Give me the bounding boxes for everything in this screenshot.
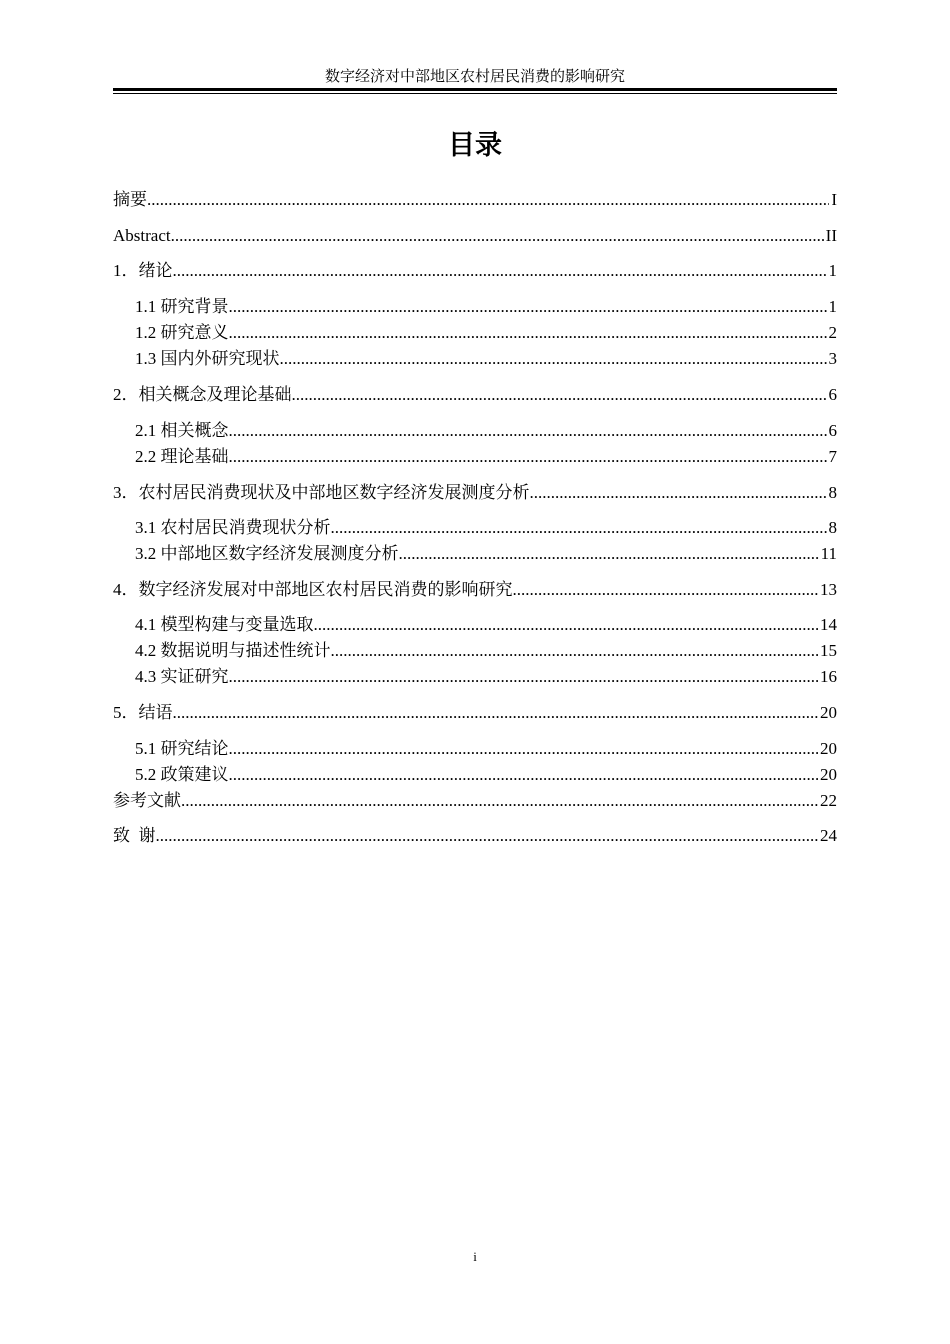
toc-dot-leader [229,737,819,761]
toc-dot-leader [156,824,819,848]
page-number: i [473,1249,477,1264]
toc-entry[interactable] [113,789,837,813]
toc-dot-leader [171,224,824,248]
toc-entry-label: 3.2 中部地区数字经济发展测度分析 [135,544,399,563]
toc-dot-leader [314,613,819,637]
toc-entry-page: I [831,190,837,209]
toc-entry-page: 20 [820,703,837,722]
toc-entry-page: 11 [820,544,837,563]
toc-dot-leader [181,789,818,813]
toc-entry-label: 1．绪论 [113,261,173,280]
toc-entry-label: 4．数字经济发展对中部地区农村居民消费的影响研究 [113,580,513,599]
toc-entry-page: 3 [828,349,837,368]
toc-subentry[interactable] [135,542,837,566]
toc-subentry[interactable] [135,419,837,443]
toc-entry[interactable] [113,188,837,212]
toc-entry-page: 1 [828,297,837,316]
toc-entry-label: 3.1 农村居民消费现状分析 [135,518,331,537]
toc-entry-page: 14 [820,615,837,634]
toc-entry-page: 6 [828,385,837,404]
toc-entry[interactable] [113,824,837,848]
toc-entry-label: 2．相关概念及理论基础 [113,385,292,404]
toc-subentry[interactable] [135,737,837,761]
running-header: 数字经济对中部地区农村居民消费的影响研究 [324,69,625,85]
header-rule-thin [113,93,837,94]
toc-entry[interactable] [113,383,837,407]
toc-entry-label: 4.3 实证研究 [135,667,229,686]
toc-entry[interactable] [113,701,837,725]
toc-subentry[interactable] [135,665,837,689]
toc-entry-label: 致 谢 [113,826,156,845]
toc-entry-page: 8 [828,483,837,502]
toc-subentry[interactable] [135,295,837,319]
toc-subentry[interactable] [135,516,837,540]
toc-entry-page: 6 [828,421,837,440]
toc-entry-label: 2.1 相关概念 [135,421,229,440]
toc-entry[interactable] [113,578,837,602]
toc-entry-page: 1 [828,261,837,280]
toc-subentry[interactable] [135,613,837,637]
toc-entry-label: 摘要 [113,190,147,209]
toc-dot-leader [173,701,819,725]
toc-subentry[interactable] [135,321,837,345]
toc-dot-leader [147,188,829,212]
toc-entry-label: 3．农村居民消费现状及中部地区数字经济发展测度分析 [113,483,530,502]
toc-dot-leader [331,639,819,663]
toc-entry-label: 4.2 数据说明与描述性统计 [135,641,331,660]
header-rule-thick [113,88,837,91]
toc-entry-label: 1.2 研究意义 [135,323,229,342]
page-title: 目录 [448,130,502,161]
toc-entry-label: 参考文献 [113,791,181,810]
toc-entry-page: 20 [820,739,837,758]
toc-dot-leader [229,295,827,319]
toc-entry[interactable] [113,259,837,283]
toc-entry-label: 4.1 模型构建与变量选取 [135,615,314,634]
toc-dot-leader [280,347,827,371]
toc-entry-page: II [825,226,837,245]
toc-entry-label: 5.2 政策建议 [135,765,229,784]
toc-dot-leader [229,763,819,787]
toc-subentry[interactable] [135,347,837,371]
toc-entry-label: 5.1 研究结论 [135,739,229,758]
toc-subentry[interactable] [135,639,837,663]
toc-entry-page: 20 [820,765,837,784]
toc-entry-label: 1.1 研究背景 [135,297,229,316]
toc-dot-leader [229,419,827,443]
toc-dot-leader [513,578,819,602]
toc-dot-leader [229,445,827,469]
toc-entry-page: 8 [828,518,837,537]
toc-dot-leader [399,542,819,566]
toc-entry-page: 13 [820,580,837,599]
toc-dot-leader [229,321,827,345]
toc-dot-leader [331,516,827,540]
toc-entry-label: 1.3 国内外研究现状 [135,349,280,368]
toc-entry-page: 22 [820,791,837,810]
toc-entry-label: 2.2 理论基础 [135,447,229,466]
toc-dot-leader [229,665,819,689]
toc-entry-page: 15 [820,641,837,660]
toc-entry-page: 2 [828,323,837,342]
toc-entry-page: 16 [820,667,837,686]
toc-entry-page: 7 [828,447,837,466]
toc-entry-label: 5．结语 [113,703,173,722]
toc-entry[interactable] [113,224,837,248]
toc-dot-leader [530,481,827,505]
toc-subentry[interactable] [135,763,837,787]
toc-entry-page: 24 [820,826,837,845]
toc-dot-leader [292,383,827,407]
toc-subentry[interactable] [135,445,837,469]
toc-entry[interactable] [113,481,837,505]
toc-dot-leader [173,259,827,283]
toc-entry-label: Abstract [113,226,171,245]
